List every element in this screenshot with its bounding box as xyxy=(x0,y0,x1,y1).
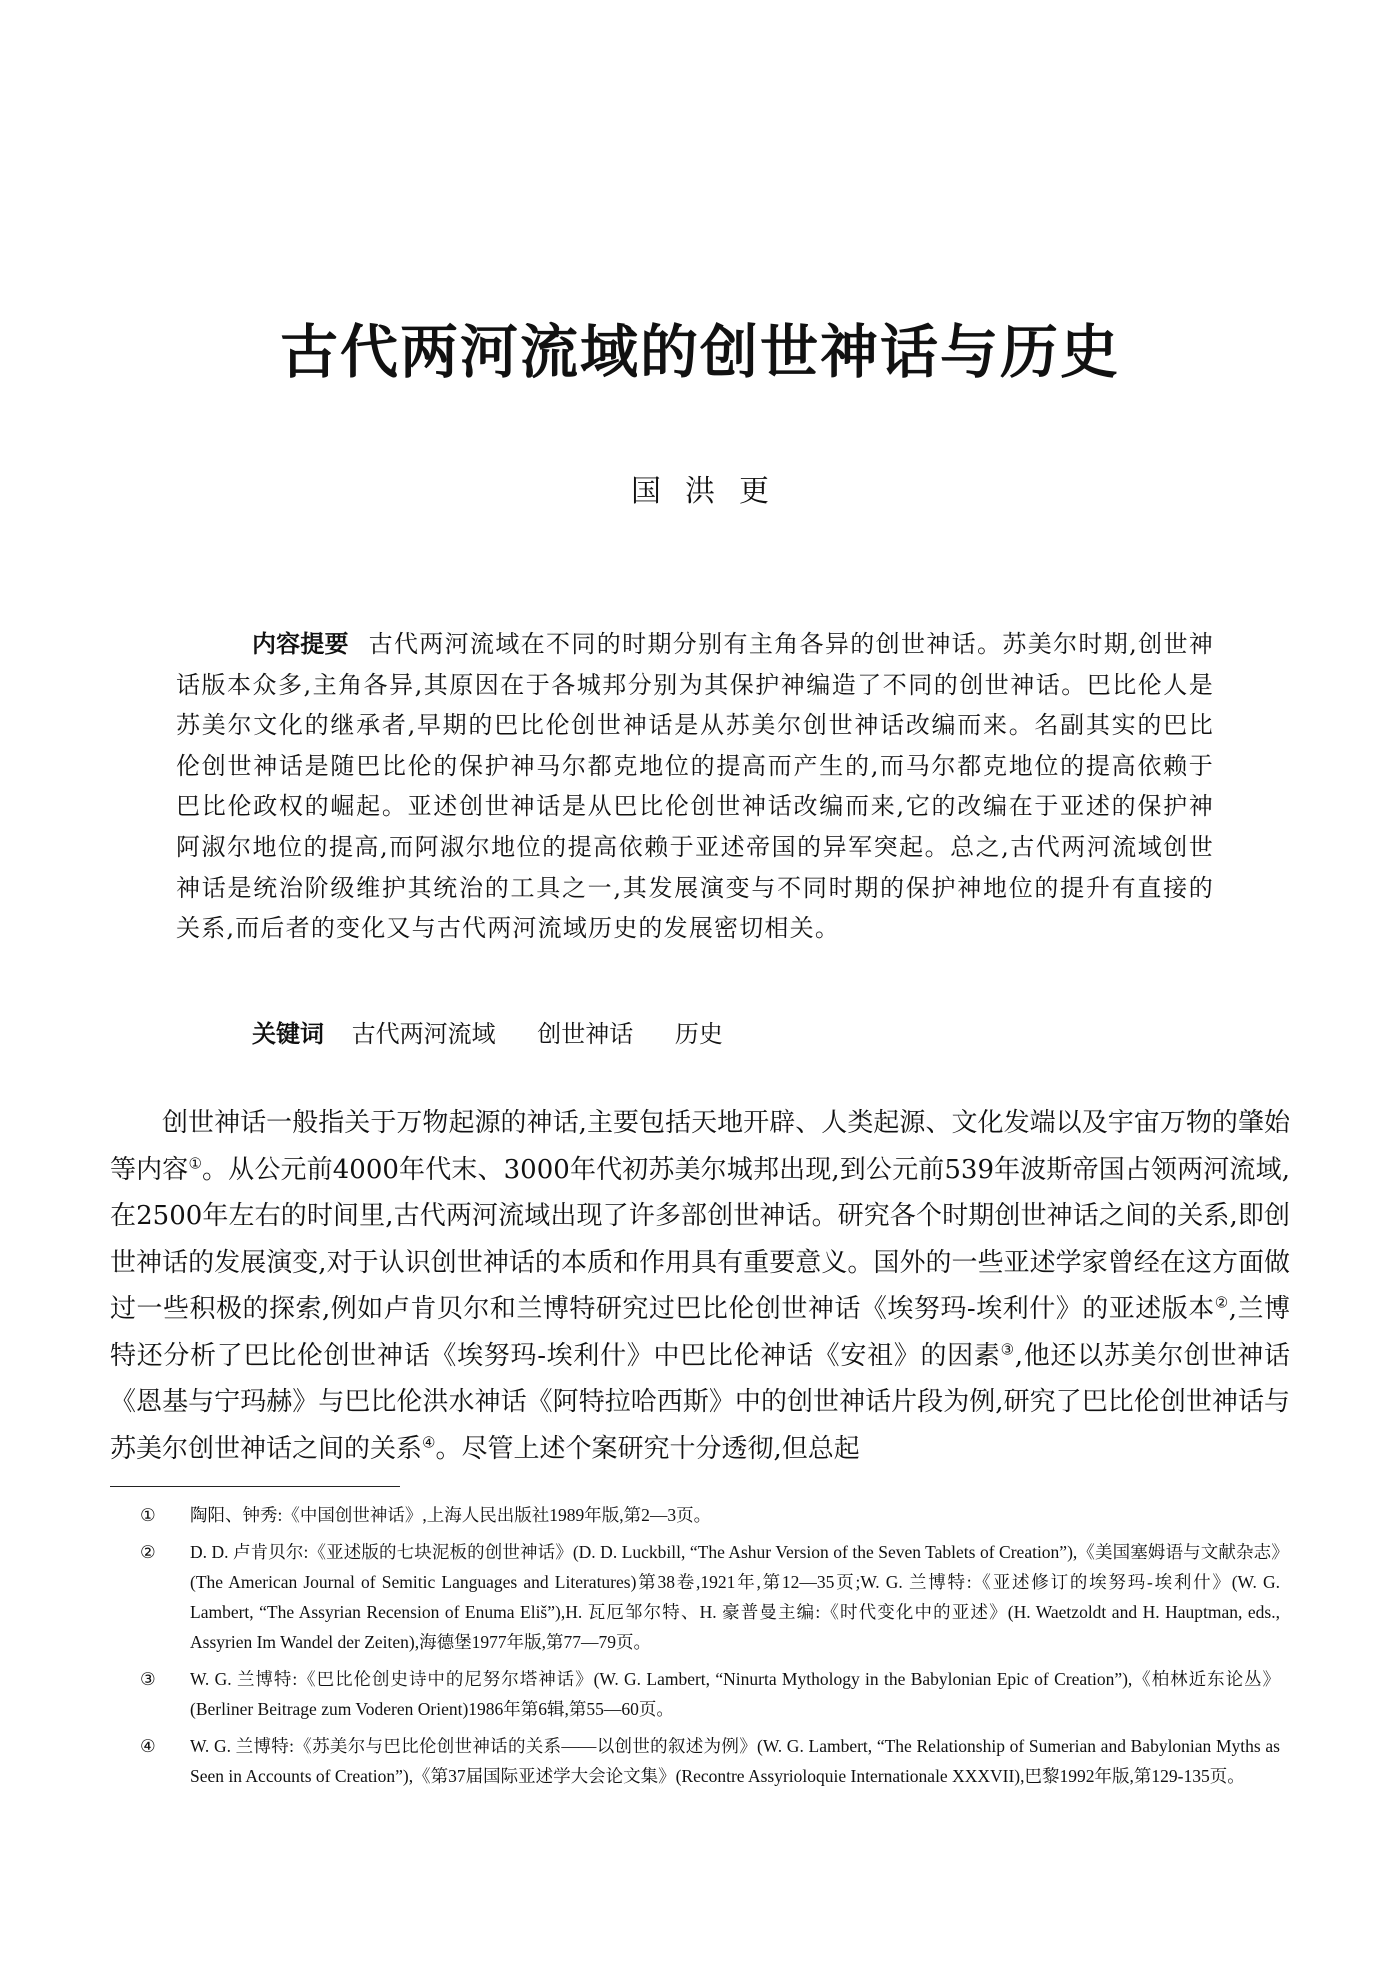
footnote xyxy=(140,1731,1280,1791)
footnote-ref-3[interactable]: ③ xyxy=(1000,1339,1015,1358)
abstract-text: 古代两河流域在不同的时期分别有主角各异的创世神话。苏美尔时期,创世神话版本众多,主角各异,其原因在于各城邦分别为其保护神编造了不同的创世神话。巴比伦人是苏美尔文化的继承者,早期的巴比伦创世神话是从苏美尔创世神话改编而来。名副其实的巴比伦创世神话是随巴比伦的保护神马尔都克地位的提高而产生的,而马尔都克地位的提高依赖于巴比伦政权的崛起。亚述创世神话是从巴比伦创世神话改编而来,它的改编在于亚述的保护神阿淑尔地位的提高,而阿淑尔地位的提高依赖于亚述帝国的异军突起。总之,古代两河流域创世神话是统治阶级维护其统治的工具之一,其发展演变与不同时期的保护神地位的提升有直接的关系,而后者的变化又与古代两河流域历史的发展密切相关。 xyxy=(176,630,1214,943)
keyword-item: 古代两河流域 xyxy=(351,1020,496,1048)
keyword-item: 创世神话 xyxy=(537,1020,634,1048)
body-paragraph xyxy=(110,1100,1290,1472)
author-name: 国洪更 xyxy=(631,474,793,509)
abstract-label: 内容提要 xyxy=(252,630,349,658)
footnote-ref-4[interactable]: ④ xyxy=(422,1432,436,1451)
footnote-text: W. G. 兰博特:《苏美尔与巴比伦创世神话的关系——以创世的叙述为例》(W. G. Lambert, “The Relationship of Sumerian and Babylonian Myths as Seen in Accounts of Creation”),《第37届国际亚述学大会论文集》(Recontre Assyrioloquie Internationale XXXVII),巴黎1992年版,第129-135页。 xyxy=(190,1736,1280,1786)
article-title: 古代两河流域的创世神话与历史 xyxy=(279,318,1120,386)
footnote-ref-2[interactable]: ② xyxy=(1214,1293,1229,1312)
footnote-ref-1[interactable]: ① xyxy=(188,1153,203,1172)
footnote-mark: ④ xyxy=(140,1736,156,1756)
footnote-text: W. G. 兰博特:《巴比伦创史诗中的尼努尔塔神话》(W. G. Lambert, “Ninurta Mythology in the Babylonian Epic of Creation”),《柏林近东论丛》(Berliner Beitrage zum Voderen Orient)1986年第6辑,第55—60页。 xyxy=(190,1669,1280,1719)
body-text-segment: 创世神话一般指关于万物起源的神话,主要包括天地开辟、人类起源、文化发端以及宇宙万物的肇始等内容 xyxy=(110,1108,1290,1185)
footnote xyxy=(140,1537,1280,1657)
body-text-segment: ,他还以苏美尔创世神话《恩基与宁玛赫》与巴比伦洪水神话《阿特拉哈西斯》中的创世神话片段为例,研究了巴比伦创世神话与苏美尔创世神话之间的关系 xyxy=(110,1340,1290,1464)
footnote-text: 陶阳、钟秀:《中国创世神话》,上海人民出版社1989年版,第2—3页。 xyxy=(190,1505,712,1525)
abstract xyxy=(176,624,1214,949)
keyword-item: 历史 xyxy=(674,1020,723,1048)
footnote-text: D. D. 卢肯贝尔:《亚述版的七块泥板的创世神话》(D. D. Luckbill, “The Ashur Version of the Seven Tablets of Creation”),《美国塞姆语与文献杂志》(The American Journal of Semitic Languages and Literatures)第38卷,1921年,第12—35页;W. G. 兰博特:《亚述修订的埃努玛-埃利什》(W. G. Lambert, “The Assyrian Recension of Enuma Eliš”),H. 瓦厄邹尔特、H. 豪普曼主编:《时代变化中的亚述》(H. Waetzoldt and H. Hauptman, eds., Assyrien Im Wandel der Zeiten),海德堡1977年版,第77—79页。 xyxy=(190,1542,1280,1652)
footnote-mark: ① xyxy=(140,1505,156,1525)
footnote xyxy=(140,1500,1280,1530)
body-text-segment: ,兰博特还分析了巴比伦创世神话《埃努玛-埃利什》中巴比伦神话《安祖》的因素 xyxy=(110,1294,1290,1371)
footnotes xyxy=(140,1500,1280,1798)
body-text-segment: 。尽管上述个案研究十分透彻,但总起 xyxy=(435,1433,860,1464)
keywords xyxy=(252,1014,757,1054)
footnote-divider xyxy=(110,1486,400,1487)
keywords-label: 关键词 xyxy=(252,1020,324,1048)
footnote xyxy=(140,1664,1280,1724)
footnote-mark: ③ xyxy=(140,1669,156,1689)
body-text-segment: 。从公元前4000年代末、3000年代初苏美尔城邦出现,到公元前539年波斯帝国占领两河流域,在2500年左右的时间里,古代两河流域出现了许多部创世神话。研究各个时期创世神话之间的关系,即创世神话的发展演变,对于认识创世神话的本质和作用具有重要意义。国外的一些亚述学家曾经在这方面做过一些积极的探索,例如卢肯贝尔和兰博特研究过巴比伦创世神话《埃努玛-埃利什》的亚述版本 xyxy=(110,1154,1290,1324)
footnote-mark: ② xyxy=(140,1542,156,1562)
